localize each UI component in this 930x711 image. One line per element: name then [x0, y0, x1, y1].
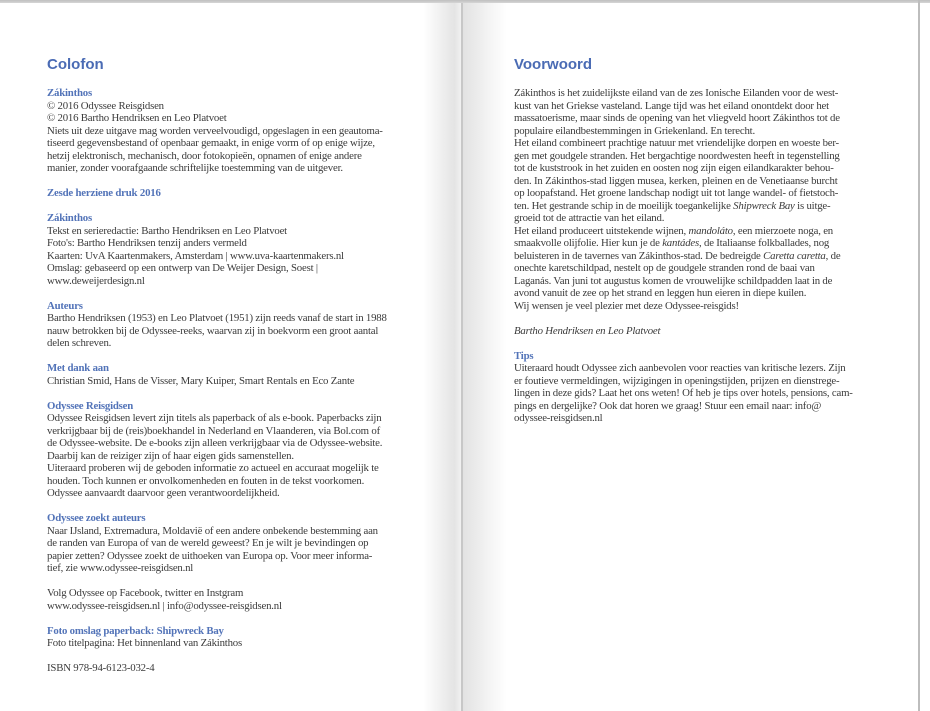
text-span: Bartho Hendriksen (1953) en Leo Platvoet (1951) zijn reeds vanaf de start in 1988 — [47, 312, 387, 324]
text-span: © 2016 Bartho Hendriksen en Leo Platvoet — [47, 112, 227, 124]
text-span: Kaarten: UvA Kaartenmakers, Amsterdam | www.uva-kaartenmakers.nl — [47, 249, 344, 262]
text-line — [47, 550, 447, 563]
section — [514, 325, 914, 338]
section-heading: Zesde herziene druk 2016 — [47, 187, 161, 199]
text-span: manier, zonder voorafgaande schriftelijke toestemming van de uitgever. — [47, 162, 343, 174]
text-line — [47, 662, 447, 675]
text-line — [514, 375, 914, 388]
text-line — [47, 437, 447, 450]
text-line — [514, 400, 914, 413]
section — [47, 362, 447, 387]
text-line — [47, 137, 447, 150]
text-line — [47, 275, 447, 288]
text-span: Wij wensen je veel plezier met deze Odyssee-reisgids! — [514, 299, 739, 312]
section — [47, 625, 447, 650]
text-span: groeid tot de attractie van het eiland. — [514, 212, 665, 224]
text-line — [514, 200, 914, 213]
text-line — [47, 100, 447, 113]
text-span: is uitge- — [794, 199, 831, 212]
text-line — [514, 175, 914, 188]
section-heading: Tips — [514, 349, 534, 362]
text-span: Foto titelpagina: Het binnenland van Zákinthos — [47, 637, 243, 649]
text-line — [47, 112, 447, 125]
text-line — [514, 137, 914, 150]
text-span: www.deweijerdesign.nl — [47, 274, 145, 287]
section-heading: Zákinthos — [47, 87, 93, 99]
text-line — [47, 262, 447, 275]
text-line — [47, 525, 447, 538]
text-span: populaire eilandbestemmingen in Griekenland. En terecht. — [514, 124, 755, 137]
text-line — [514, 112, 914, 125]
text-line — [47, 537, 447, 550]
text-line — [514, 162, 914, 175]
text-span: houden. Toch kunnen er onvolkomenheden en fouten in de tekst voorkomen. — [47, 474, 365, 487]
right-page — [463, 3, 918, 711]
text-span: kust van het Griekse vasteland. Lange tijd was het eiland onontdekt door het — [514, 99, 829, 112]
section-heading: Odyssee Reisgidsen — [47, 399, 134, 412]
text-line — [47, 637, 447, 650]
text-line — [514, 362, 914, 375]
section-heading: Foto omslag paperback: Shipwreck Bay — [47, 624, 224, 637]
page-title-voorwoord: Voorwoord — [514, 56, 593, 73]
text-span: Tekst en serieredactie: Bartho Hendriksen en Leo Platvoet — [47, 224, 287, 237]
text-line — [47, 237, 447, 250]
text-span: Het eiland combineert prachtige natuur met vriendelijke dorpen en woeste ber- — [514, 137, 839, 149]
text-span: nauw betrokken bij de Odyssee-reeks, waarvan zij in boekvorm een groot aantal — [47, 324, 379, 337]
text-line — [47, 162, 447, 175]
text-line — [47, 462, 447, 475]
text-line — [47, 412, 447, 425]
text-line — [47, 450, 447, 463]
text-span: , de Italiaanse folkballades, nog — [699, 237, 830, 249]
text-span: massatoerisme, maar sinds de opening van het vliegveld hoort Zákinthos tot de — [514, 112, 840, 124]
text-span: er foutieve vermeldingen, wijzigingen in openingstijden, prijzen en dienstrege- — [514, 374, 840, 387]
text-span: Uiteraard proberen wij de geboden informatie zo actueel en accuraat mogelijk te — [47, 462, 379, 474]
text-span: Foto's: Bartho Hendriksen tenzij anders vermeld — [47, 237, 247, 249]
text-span: de Odyssee-website. De e-books zijn alleen verkrijgbaar via de Odyssee-website. — [47, 437, 383, 449]
text-span: pings en dergelijke? Ook dat horen we graag! Stuur een email naar: info@ — [514, 399, 822, 412]
text-line — [47, 475, 447, 488]
text-span: Omslag: gebaseerd op een ontwerp van De Weijer Design, Soest | — [47, 262, 318, 274]
text-line — [514, 212, 914, 225]
text-span: Laganás. Van juni tot augustus komen de vrouwelijke schildpadden laat in de — [514, 274, 833, 287]
text-line — [514, 300, 914, 313]
text-line — [47, 312, 447, 325]
italic-span: kantádes — [662, 237, 699, 249]
text-line — [514, 287, 914, 300]
text-span: onechte karetschildpad, nestelt op de goudgele stranden rond de baai van — [514, 262, 815, 274]
text-line — [47, 487, 447, 500]
text-span: tief, zie www.odyssee-reisgidsen.nl — [47, 562, 194, 574]
text-line — [514, 187, 914, 200]
right-page-sections — [514, 87, 914, 425]
left-page — [0, 3, 461, 711]
text-line — [514, 387, 914, 400]
text-span: www.odyssee-reisgidsen.nl | info@odyssee-reisgidsen.nl — [47, 599, 282, 612]
text-line — [514, 125, 914, 138]
section — [514, 350, 914, 425]
text-span: de randen van Europa of van de wereld geweest? En je wilt je bevindingen op — [47, 537, 369, 549]
text-span: ten. Het gestrande schip in de moeilijk toegankelijke — [514, 199, 734, 212]
text-span: Volg Odyssee op Facebook, twitter en Instgram — [47, 587, 244, 599]
section-heading: Met dank aan — [47, 362, 109, 374]
text-line — [514, 412, 914, 425]
italic-span: Caretta caretta — [763, 249, 826, 262]
section — [47, 400, 447, 500]
text-span: , de — [825, 249, 841, 262]
text-span: avond vanuit de zee op het strand en leggen hun eieren in diepe kuilen. — [514, 287, 807, 299]
text-line — [514, 100, 914, 113]
page-title-colofon: Colofon — [47, 56, 104, 73]
section — [47, 512, 447, 575]
text-line — [514, 225, 914, 238]
text-span: Christian Smid, Hans de Visser, Mary Kuiper, Smart Rentals en Eco Zante — [47, 374, 355, 387]
text-span: Odyssee aanvaardt daarvoor geen verantwoordelijkheid. — [47, 487, 280, 499]
left-page-content — [47, 57, 447, 675]
text-line — [47, 375, 447, 388]
text-line — [514, 262, 914, 275]
text-line — [47, 600, 447, 613]
text-span: Odyssee Reisgidsen levert zijn titels als paperback of als e-book. Paperbacks zijn — [47, 412, 382, 424]
text-span: verkrijgbaar bij de (reis)boekhandel in Nederland en Vlaanderen, via Bol.com of — [47, 424, 380, 437]
text-span: © 2016 Odyssee Reisgidsen — [47, 99, 164, 112]
text-line — [514, 325, 914, 338]
text-span: tiseerd gegevensbestand of openbaar gemaakt, in enige vorm of op enige wijze, — [47, 137, 375, 149]
text-span: ISBN 978-94-6123-032-4 — [47, 662, 155, 674]
text-line — [47, 125, 447, 138]
text-line — [514, 250, 914, 263]
left-page-sections — [47, 87, 447, 675]
text-span: odyssee-reisgidsen.nl — [514, 412, 603, 424]
text-span: papier zetten? Odyssee zoekt de uithoeken van Europa op. Voor meer informa- — [47, 549, 373, 562]
text-span: , een mierzoete noga, en — [732, 224, 833, 237]
text-span: Het eiland produceert uitstekende wijnen, — [514, 224, 689, 237]
text-span: Daarbij kan de reiziger zijn of haar eigen gids samenstellen. — [47, 449, 294, 462]
section — [47, 187, 447, 200]
text-span: Zákinthos is het zuidelijkste eiland van de zes Ionische Eilanden voor de west- — [514, 87, 839, 99]
section-heading: Zákinthos — [47, 212, 93, 224]
text-span: lingen in deze gids? Laat het ons weten! Of heb je tips over hotels, pensions, cam- — [514, 387, 853, 399]
section — [47, 662, 447, 675]
section — [47, 87, 447, 175]
italic-span: mandoláto — [688, 224, 733, 237]
section — [47, 587, 447, 612]
text-span: den. In Zákinthos-stad liggen musea, kerken, pleinen en de Venetiaanse burcht — [514, 174, 838, 187]
text-line — [47, 150, 447, 163]
text-line — [514, 275, 914, 288]
text-line — [514, 150, 914, 163]
section — [47, 212, 447, 287]
text-span: op loopafstand. Het groene landschap nodigt uit tot lange wandel- of fietstoch- — [514, 187, 839, 199]
text-line — [514, 87, 914, 100]
right-page-edge — [918, 0, 920, 711]
italic-span: Bartho Hendriksen en Leo Platvoet — [514, 324, 661, 337]
text-span: Naar IJsland, Extremadura, Moldavië of een andere onbekende bestemming aan — [47, 524, 378, 537]
text-span: smaakvolle olijfolie. Hier kun je de — [514, 237, 663, 249]
text-span: beluisteren in de tavernes van Zákinthos-stad. De bedreigde — [514, 249, 764, 262]
text-span: tot de kuststrook in het zuiden en oosten nog zijn eigen eilandkarakter behou- — [514, 162, 834, 174]
text-span: Niets uit deze uitgave mag worden verveelvoudigd, opgeslagen in een geautoma- — [47, 124, 383, 137]
text-line — [47, 225, 447, 238]
section-heading: Auteurs — [47, 299, 83, 312]
text-span: gen met goudgele stranden. Het bergachtige noordwesten heeft in tegenstelling — [514, 149, 840, 162]
section — [47, 300, 447, 350]
text-line — [47, 250, 447, 263]
text-span: Uiteraard houdt Odyssee zich aanbevolen voor reacties van kritische lezers. Zijn — [514, 362, 846, 374]
text-line — [47, 425, 447, 438]
text-line — [47, 337, 447, 350]
italic-span: Shipwreck Bay — [733, 199, 795, 212]
section — [514, 87, 914, 312]
text-line — [47, 325, 447, 338]
section-heading: Odyssee zoekt auteurs — [47, 512, 146, 524]
text-line — [514, 237, 914, 250]
right-page-content — [514, 57, 914, 425]
text-span: delen schreven. — [47, 337, 112, 349]
text-line — [47, 562, 447, 575]
text-span: hetzij elektronisch, mechanisch, door fotokopieën, opnamen of enige andere — [47, 149, 362, 162]
text-line — [47, 587, 447, 600]
